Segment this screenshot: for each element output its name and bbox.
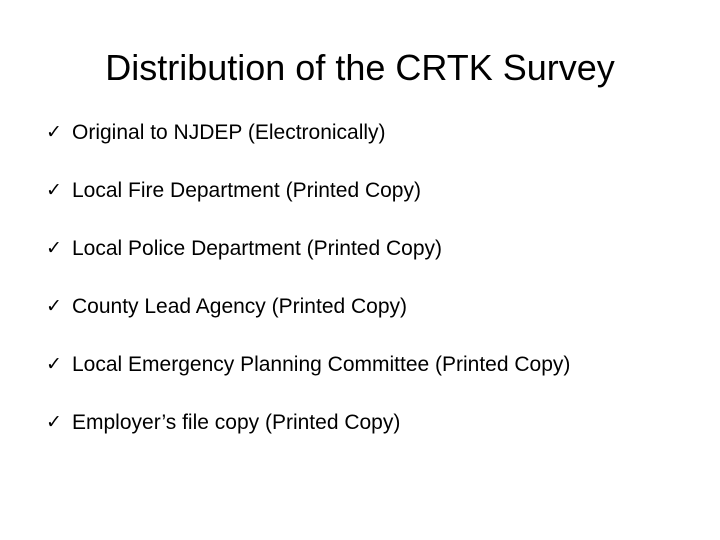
check-icon: ✓	[46, 122, 62, 143]
check-icon: ✓	[46, 238, 62, 259]
bullet-item	[46, 296, 686, 318]
bullet-text: Local Fire Department (Printed Copy)	[72, 179, 421, 202]
bullet-item	[46, 122, 686, 144]
bullet-text: Original to NJDEP (Electronically)	[72, 121, 386, 144]
bullet-list	[46, 122, 686, 470]
bullet-text: County Lead Agency (Printed Copy)	[72, 295, 408, 318]
check-icon: ✓	[46, 354, 62, 375]
bullet-text: Employer’s file copy (Printed Copy)	[72, 411, 401, 434]
bullet-item	[46, 238, 686, 260]
bullet-text: Local Police Department (Printed Copy)	[72, 237, 443, 260]
bullet-item	[46, 354, 686, 376]
check-icon: ✓	[46, 296, 62, 317]
check-icon: ✓	[46, 180, 62, 201]
bullet-item	[46, 412, 686, 434]
slide-title: Distribution of the CRTK Survey	[105, 47, 615, 88]
bullet-item	[46, 180, 686, 202]
bullet-text: Local Emergency Planning Committee (Printed Copy)	[72, 353, 571, 376]
check-icon: ✓	[46, 412, 62, 433]
